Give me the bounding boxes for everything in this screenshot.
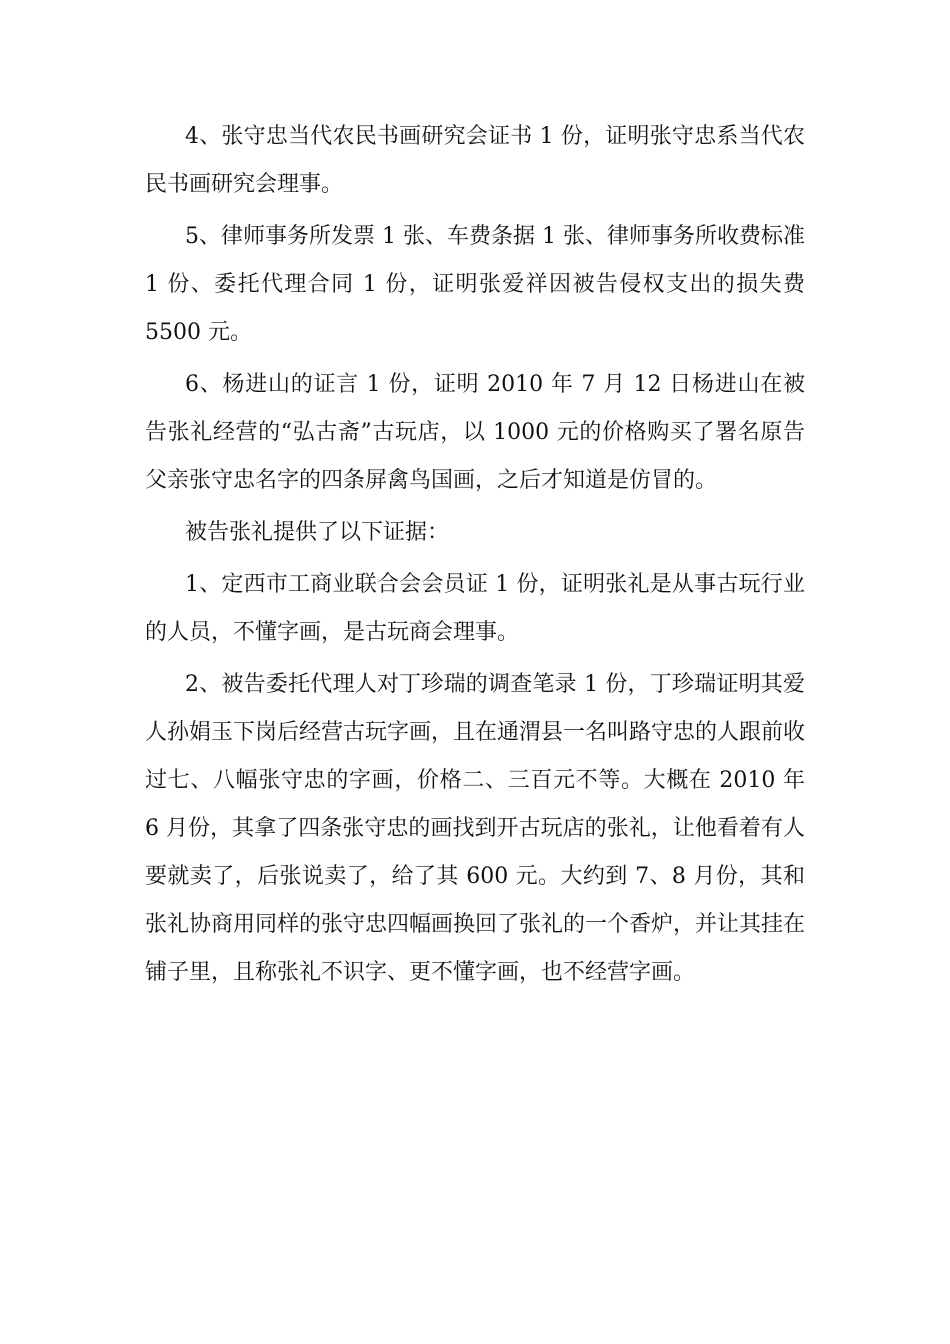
defendant-evidence-item-2: 2、被告委托代理人对丁珍瑞的调查笔录 1 份，丁珍瑞证明其爱人孙娟玉下岗后经营古玩字画，且在通渭县一名叫路守忠的人跟前收过七、八幅张守忠的字画，价格二、三百元不等。大概在 2010 年 6 月份，其拿了四条张守忠的画找到开古玩店的张礼，让他看着有人要就卖了，后张说卖了，给了其 600 元。大约到 7、8 月份，其和张礼协商用同样的张守忠四幅画换回了张礼的一个香炉，并让其挂在铺子里，且称张礼不识字、更不懂字画，也不经营字画。 (145, 672, 806, 985)
defendant-evidence-item-1: 1、定西市工商业联合会会员证 1 份，证明张礼是从事古玩行业的人员，不懂字画，是古玩商会理事。 (145, 572, 805, 645)
evidence-item-6: 6、杨进山的证言 1 份，证明 2010 年 7 月 12 日杨进山在被告张礼经营的“弘古斋”古玩店，以 1000 元的价格购买了署名原告父亲张守忠名字的四条屏禽鸟国画，之后才知道是仿冒的。 (145, 372, 805, 493)
evidence-item-4: 4、张守忠当代农民书画研究会证书 1 份，证明张守忠系当代农民书画研究会理事。 (145, 124, 805, 197)
document-body (145, 113, 805, 1001)
evidence-item-5: 5、律师事务所发票 1 张、车费条据 1 张、律师事务所收费标准 1 份、委托代理合同 1 份，证明张爱祥因被告侵权支出的损失费 5500 元。 (145, 224, 805, 345)
defendant-evidence-heading: 被告张礼提供了以下证据： (185, 520, 450, 545)
